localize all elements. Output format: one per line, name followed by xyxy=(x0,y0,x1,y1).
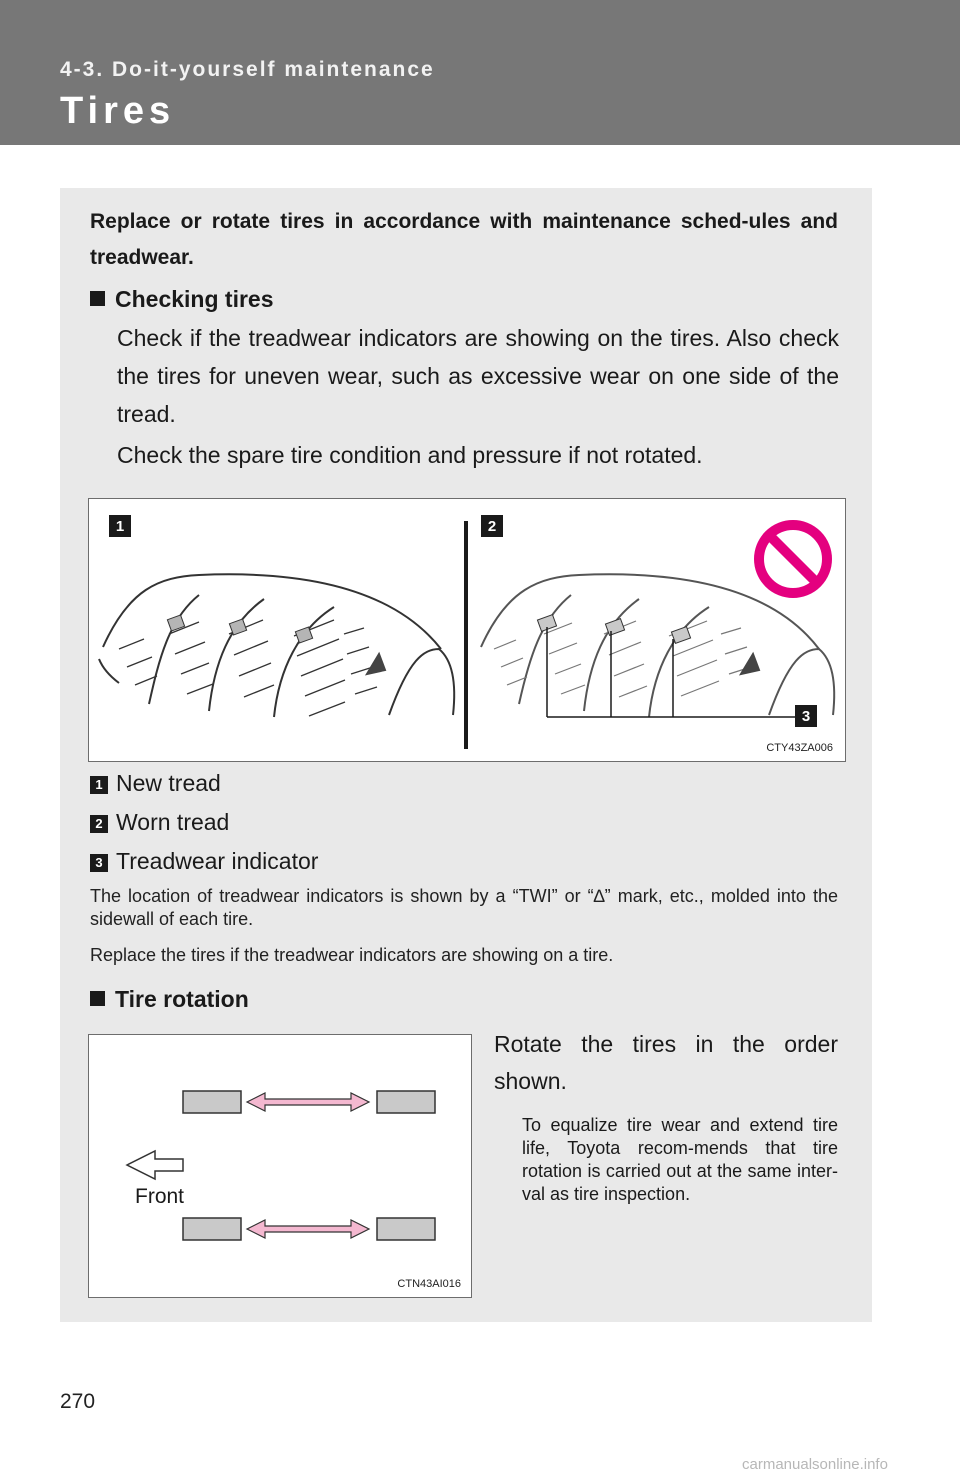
callout-2-number: 2 xyxy=(487,518,497,535)
legend-badge-2: 2 xyxy=(90,815,108,833)
tread-figure xyxy=(88,498,846,762)
bullet-square-icon xyxy=(90,291,105,306)
callout-3-number: 3 xyxy=(801,708,811,725)
front-arrow-icon xyxy=(127,1151,183,1179)
legend-item-worn-tread xyxy=(90,809,229,836)
replace-note: Replace the tires if the treadwear indicators are showing on a tire. xyxy=(90,945,614,965)
page-title: Tires xyxy=(60,90,176,132)
legend-badge-1: 1 xyxy=(90,776,108,794)
callout-3-badge xyxy=(795,705,817,727)
site-watermark: carmanualsonline.info xyxy=(742,1456,888,1473)
tire-positions xyxy=(183,1091,435,1240)
rotation-text: Rotate the tires in the order shown. xyxy=(494,1031,838,1094)
rotation-diagram xyxy=(89,1035,471,1297)
legend-label-treadwear-indicator: Treadwear indicator xyxy=(116,848,319,874)
legend-label-new-tread: New tread xyxy=(116,770,221,796)
callout-1-badge xyxy=(109,515,131,537)
tire-rotation-heading-text: Tire rotation xyxy=(115,986,249,1012)
bullet-square-icon xyxy=(90,991,105,1006)
legend-item-treadwear-indicator xyxy=(90,848,318,875)
page-number: 270 xyxy=(60,1390,96,1413)
prohibited-icon xyxy=(759,525,827,593)
tread-figure-code: CTY43ZA006 xyxy=(766,742,833,754)
rotation-figure-code: CTN43AI016 xyxy=(397,1278,461,1290)
rotation-note: To equalize tire wear and extend tire life, Toyota recom-mends that tire rotation is carried out at the same inter-val as tire inspection. xyxy=(522,1115,838,1204)
twi-note: The location of treadwear indicators is shown by a “TWI” or “∆” mark, etc., molded into the sidewall of each tire. xyxy=(90,886,838,929)
tire-rotation-heading xyxy=(90,986,249,1013)
checking-tires-heading xyxy=(90,286,274,313)
callout-2-badge xyxy=(481,515,503,537)
checking-tires-heading-text: Checking tires xyxy=(115,286,274,312)
new-tread-tire xyxy=(99,574,454,717)
legend-label-worn-tread: Worn tread xyxy=(116,809,230,835)
tread-illustration xyxy=(89,499,845,761)
intro-text: Replace or rotate tires in accordance with maintenance sched-ules and treadwear. xyxy=(90,210,838,269)
section-label: 4-3. Do-it-yourself maintenance xyxy=(60,58,435,81)
front-label: Front xyxy=(135,1185,185,1208)
legend-item-new-tread xyxy=(90,770,221,797)
callout-1-number: 1 xyxy=(115,518,125,535)
spare-tire-text: Check the spare tire condition and pressure if not rotated. xyxy=(117,442,703,468)
rotation-figure xyxy=(88,1034,472,1298)
legend-badge-3: 3 xyxy=(90,854,108,872)
checking-tires-text: Check if the treadwear indicators are showing on the tires. Also check the tires for uneven wear, such as excessive wear on one side of the tread. xyxy=(117,325,839,427)
rotation-arrows xyxy=(247,1093,369,1238)
